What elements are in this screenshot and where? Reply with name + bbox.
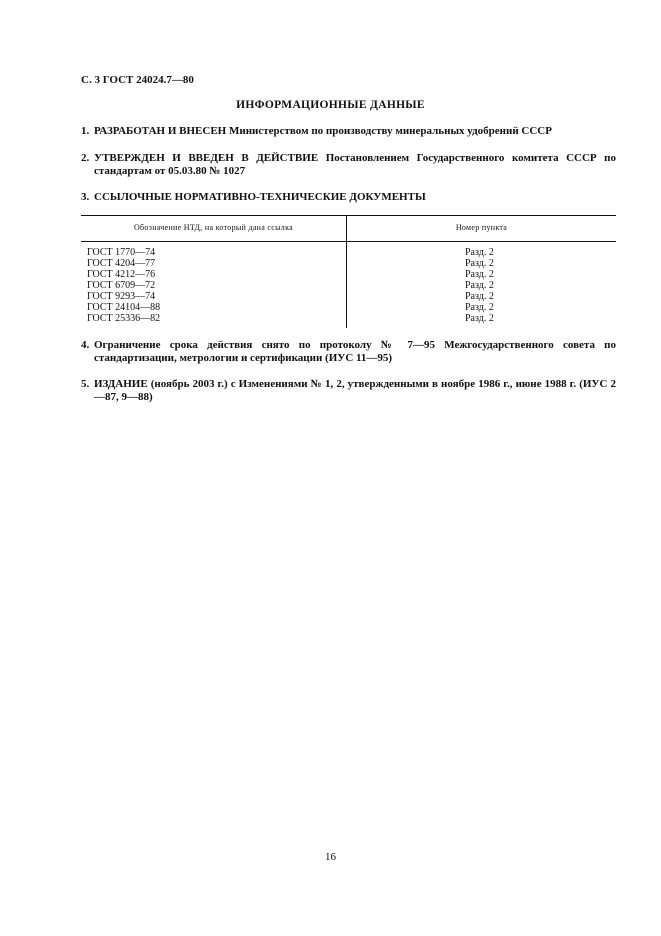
item-number: 3.	[81, 191, 90, 203]
item-number: 4.	[81, 339, 90, 351]
item-lead: УТВЕРЖДЕН И ВВЕДЕН В ДЕЙСТВИЕ	[94, 152, 319, 164]
table-row	[81, 247, 616, 258]
table-cell-document: ГОСТ 1770—74	[87, 247, 156, 258]
info-item-2	[81, 152, 616, 177]
table-cell-clause: Разд. 2	[465, 291, 494, 302]
table-row	[81, 269, 616, 280]
table-cell-document: ГОСТ 24104—88	[87, 302, 161, 313]
table-cell-document: ГОСТ 4212—76	[87, 269, 156, 280]
item-body: Министерством по производству минеральных удобрений СССР	[228, 125, 552, 137]
table-row	[81, 313, 616, 324]
table-cell-clause: Разд. 2	[465, 302, 494, 313]
item-body: Постановлением Государственного комитета СССР по стандартам от 05.03.80 № 1027	[94, 152, 617, 177]
page-number: 16	[325, 851, 336, 863]
item-text	[94, 378, 616, 403]
page-header: С. 3 ГОСТ 24024.7—80	[81, 74, 194, 86]
table-cell-clause: Разд. 2	[465, 247, 494, 258]
item-text	[94, 152, 616, 177]
table-cell-document: ГОСТ 6709—72	[87, 280, 156, 291]
section-title: ИНФОРМАЦИОННЫЕ ДАННЫЕ	[236, 99, 425, 111]
table-top-rule	[81, 215, 616, 216]
item-lead: ССЫЛОЧНЫЕ НОРМАТИВНО-ТЕХНИЧЕСКИЕ ДОКУМЕНТЫ	[94, 191, 426, 203]
table-row	[81, 302, 616, 313]
table-cell-document: ГОСТ 9293—74	[87, 291, 156, 302]
item-body: (ноябрь 2003 г.) с Изменениями № 1, 2, утвержденными в ноябре 1986 г., июне 1988 г. (ИУС 2—87, 9—88)	[94, 378, 616, 403]
table-row	[81, 291, 616, 302]
table-cell-clause: Разд. 2	[465, 269, 494, 280]
table-cell-clause: Разд. 2	[465, 313, 494, 324]
table-header-rule	[81, 241, 616, 242]
info-item-4	[81, 339, 616, 364]
info-item-1	[81, 125, 616, 138]
info-item-3	[81, 191, 616, 204]
item-number: 5.	[81, 378, 90, 390]
item-text	[94, 191, 616, 204]
table-cell-clause: Разд. 2	[465, 280, 494, 291]
item-text	[94, 339, 616, 364]
table-cell-document: ГОСТ 25336—82	[87, 313, 161, 324]
item-body: Ограничение срока действия снято по протоколу № 7—95 Межгосударственного совета по стандартизации, метрологии и сертификации (ИУС 11—95)	[94, 339, 616, 364]
table-body	[81, 247, 616, 324]
item-number: 1.	[81, 125, 90, 137]
table-header-clause: Номер пункта	[455, 223, 508, 232]
item-number: 2.	[81, 152, 90, 164]
reference-table	[81, 215, 616, 328]
table-row	[81, 280, 616, 291]
table-row	[81, 258, 616, 269]
table-cell-document: ГОСТ 4204—77	[87, 258, 156, 269]
item-lead: РАЗРАБОТАН И ВНЕСЕН	[94, 125, 227, 137]
table-header-document: Обозначение НТД, на который дана ссылка	[133, 223, 294, 232]
item-text	[94, 125, 616, 138]
info-item-5	[81, 378, 616, 403]
item-lead: ИЗДАНИЕ	[94, 378, 148, 390]
table-cell-clause: Разд. 2	[465, 258, 494, 269]
